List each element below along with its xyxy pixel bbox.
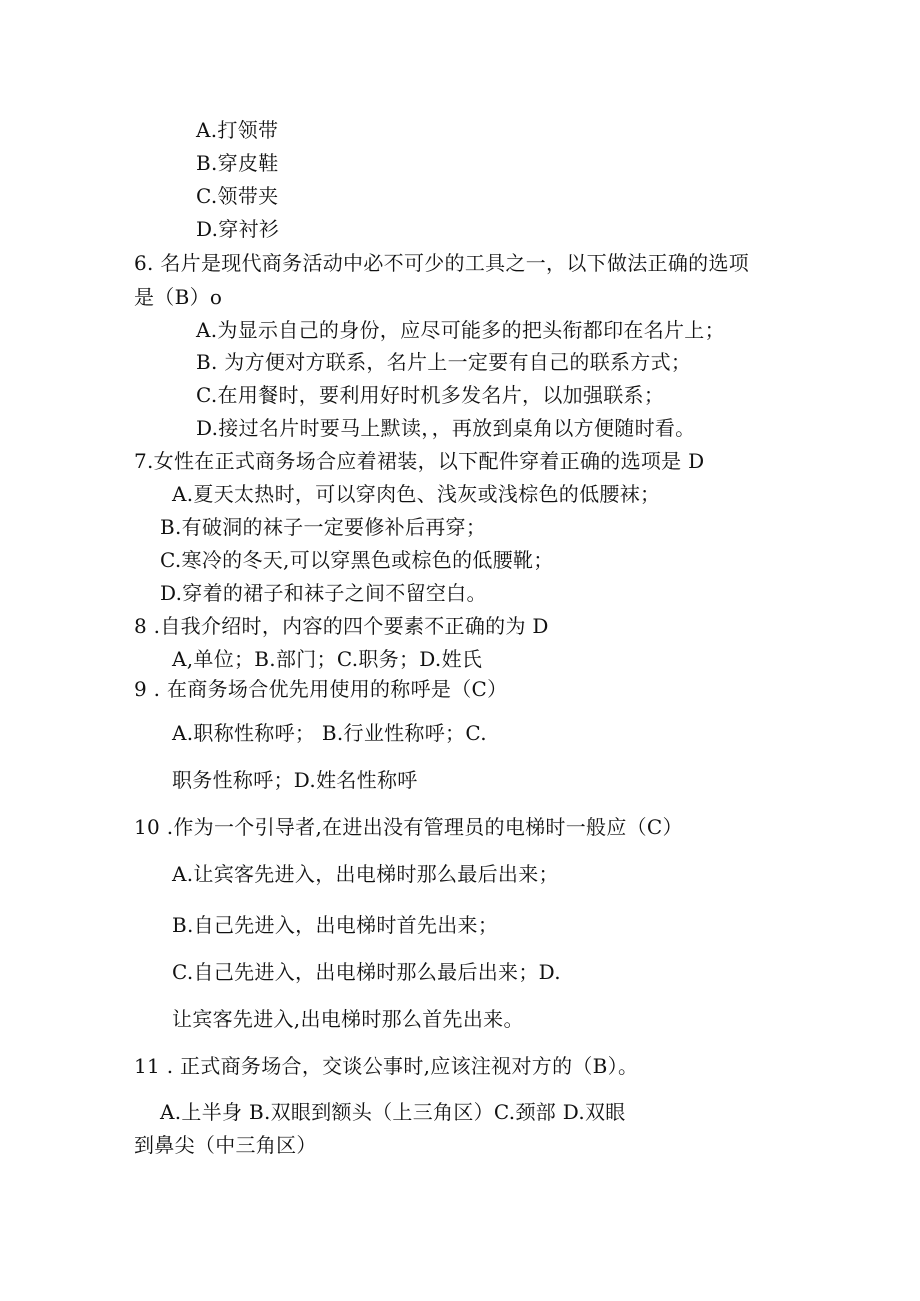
option-5c: C.领带夹 — [196, 184, 279, 208]
option-6d: D.接过名片时要马上默读，，再放到桌角以方便随时看。 — [196, 416, 696, 440]
question-11: 11 . 正式商务场合，交谈公事时,应该注视对方的（B）。 — [134, 1054, 639, 1078]
option-7c: C.寒冷的冬天,可以穿黑色或棕色的低腰靴； — [160, 548, 554, 572]
option-7a: A.夏天太热时，可以穿肉色、浅灰或浅棕色的低腰袜； — [172, 482, 661, 506]
option-10a: A.让宾客先进入，出电梯时那么最后出来； — [172, 862, 559, 886]
option-5a: A.打领带 — [196, 118, 279, 142]
question-8: 8 .自我介绍时，内容的四个要素不正确的为 D — [134, 614, 549, 638]
option-5b: B.穿皮鞋 — [196, 151, 279, 175]
option-10c: C.自己先进入，出电梯时那么最后出来；D. — [172, 960, 561, 984]
question-10: 10 .作为一个引导者,在进出没有管理员的电梯时一般应（C） — [134, 815, 683, 839]
option-7b: B.有破洞的袜子一定要修补后再穿； — [160, 515, 487, 539]
option-7d: D.穿着的裙子和袜子之间不留空白。 — [160, 581, 487, 605]
option-5d: D.穿衬衫 — [196, 217, 280, 241]
options-9: A.职称性称呼； B.行业性称呼；C. — [172, 721, 487, 745]
option-10d: 让宾客先进入,出电梯时那么首先出来。 — [172, 1007, 524, 1031]
options-11: A.上半身 B.双眼到额头（上三角区）C.颈部 D.双眼 — [160, 1100, 626, 1124]
option-6b: B. 为方便对方联系，名片上一定要有自己的联系方式； — [196, 350, 692, 374]
question-7: 7.女性在正式商务场合应着裙装，以下配件穿着正确的选项是 D — [134, 449, 705, 473]
option-6c: C.在用餐时，要利用好时机多发名片，以加强联系； — [196, 383, 665, 407]
options-8: A,单位；B.部门；C.职务；D.姓氏 — [172, 647, 483, 671]
question-6: 6. 名片是现代商务活动中必不可少的工具之一，以下做法正确的选项 — [134, 251, 750, 275]
option-6a: A.为显示自己的身份，应尽可能多的把头衔都印在名片上； — [196, 318, 725, 342]
option-10b: B.自己先进入，出电梯时首先出来； — [172, 913, 499, 937]
options-11-cont: 到鼻尖（中三角区） — [134, 1133, 317, 1157]
question-9: 9 . 在商务场合优先用使用的称呼是（C） — [134, 677, 508, 701]
question-6-cont: 是（B）o — [134, 285, 223, 309]
options-9-cont: 职务性称呼；D.姓名性称呼 — [172, 768, 418, 792]
